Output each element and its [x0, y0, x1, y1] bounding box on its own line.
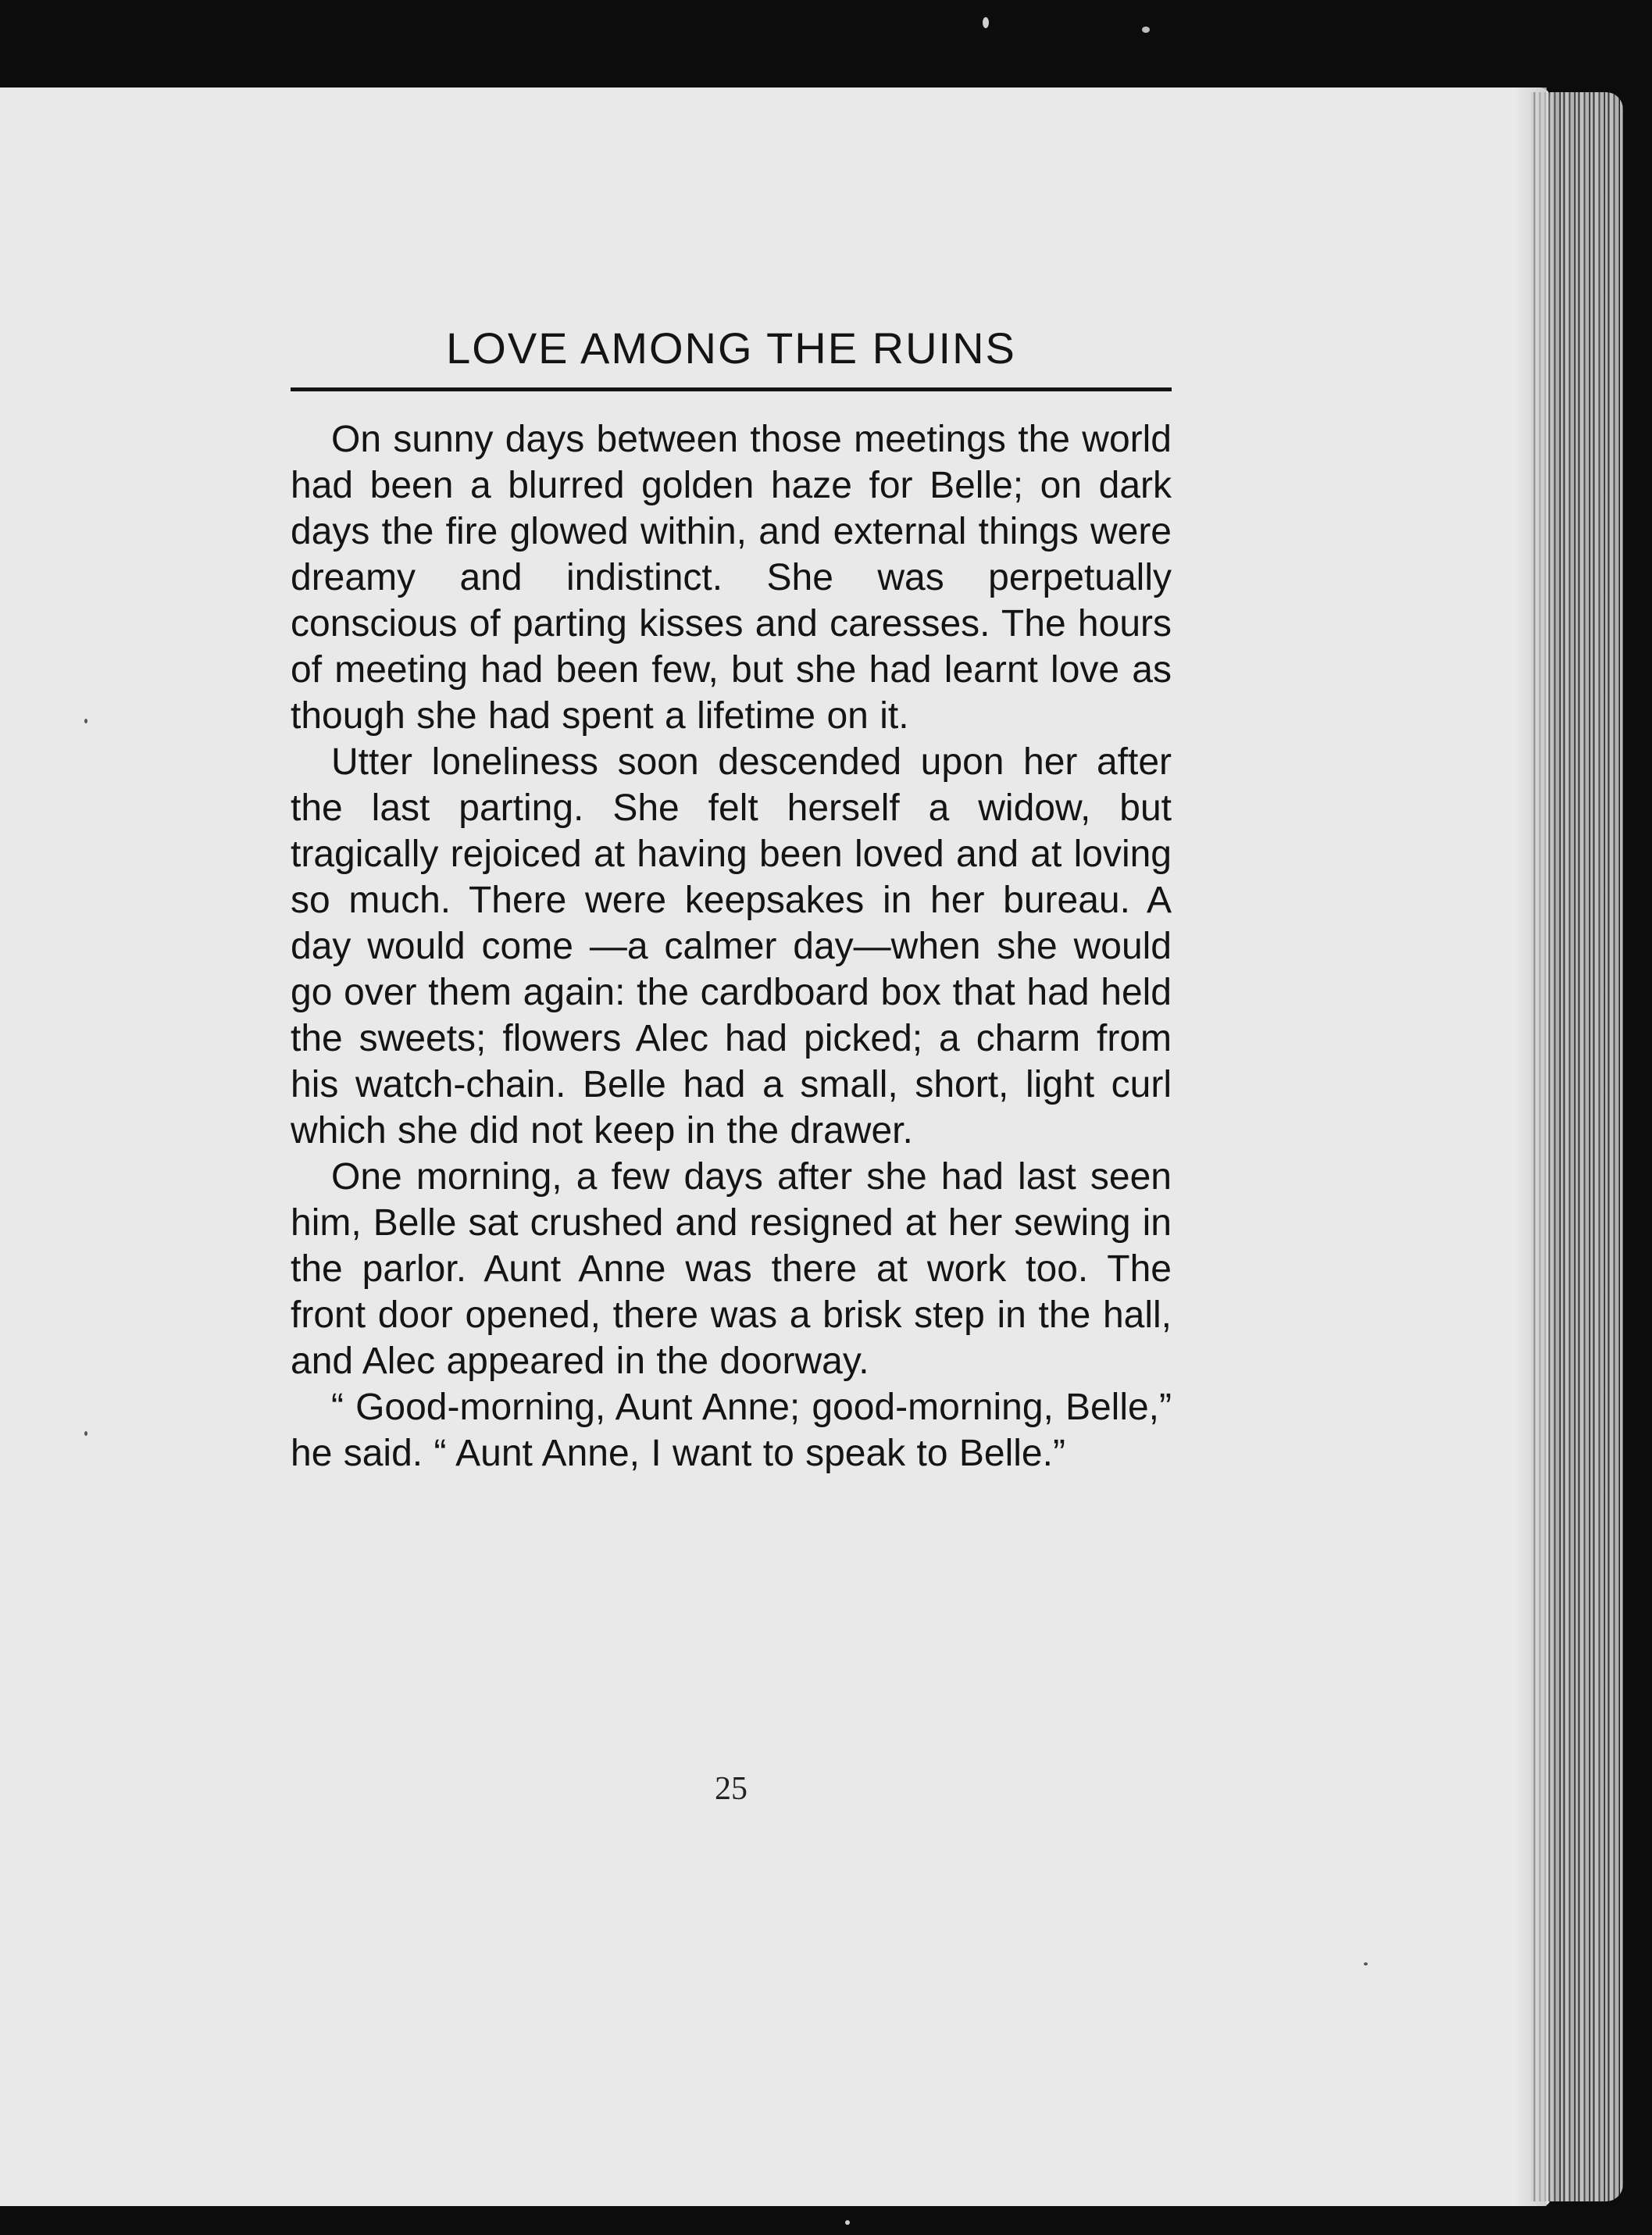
- page-text-block: [291, 323, 1172, 1807]
- scan-speck: [1364, 1962, 1368, 1965]
- scan-speck: [84, 1431, 87, 1436]
- running-head-rule: [291, 387, 1172, 391]
- paragraph-1: On sunny days between those meetings the world had been a blurred golden haze for Belle; on dark days the fire glowed within, and external things were dreamy and indistinct. She was perpetually conscious of parting kisses and caresses. The hours of meeting had been few, but she had learnt love as though she had spent a lifetime on it.: [291, 419, 1172, 737]
- page-number: 25: [715, 1771, 748, 1807]
- scan-speck: [983, 17, 989, 28]
- paragraph-4: “ Good-morning, Aunt Anne; good-morning, Belle,” he said. “ Aunt Anne, I want to speak to Belle.”: [291, 1387, 1172, 1474]
- scan-speck: [84, 719, 87, 723]
- scan-speck: [1142, 27, 1150, 33]
- running-head: LOVE AMONG THE RUINS: [446, 323, 1016, 373]
- scan-speck: [845, 2220, 850, 2225]
- paragraph-2: Utter loneliness soon descended upon her after the last parting. She felt herself a widow, but tragically rejoiced at having been loved and at loving so much. There were keepsakes in her bureau. A day would come —a calmer day—when she would go over them again: the cardboard box that had held the sweets; flowers Alec had picked; a charm from his watch-chain. Belle had a small, short, light curl which she did not keep in the drawer.: [291, 741, 1172, 1151]
- paragraph-3: One morning, a few days after she had last seen him, Belle sat crushed and resigned at her sewing in the parlor. Aunt Anne was there at work too. The front door opened, there was a brisk step in the hall, and Alec appeared in the doorway.: [291, 1156, 1172, 1382]
- page-edge-shadow: [1515, 87, 1547, 2206]
